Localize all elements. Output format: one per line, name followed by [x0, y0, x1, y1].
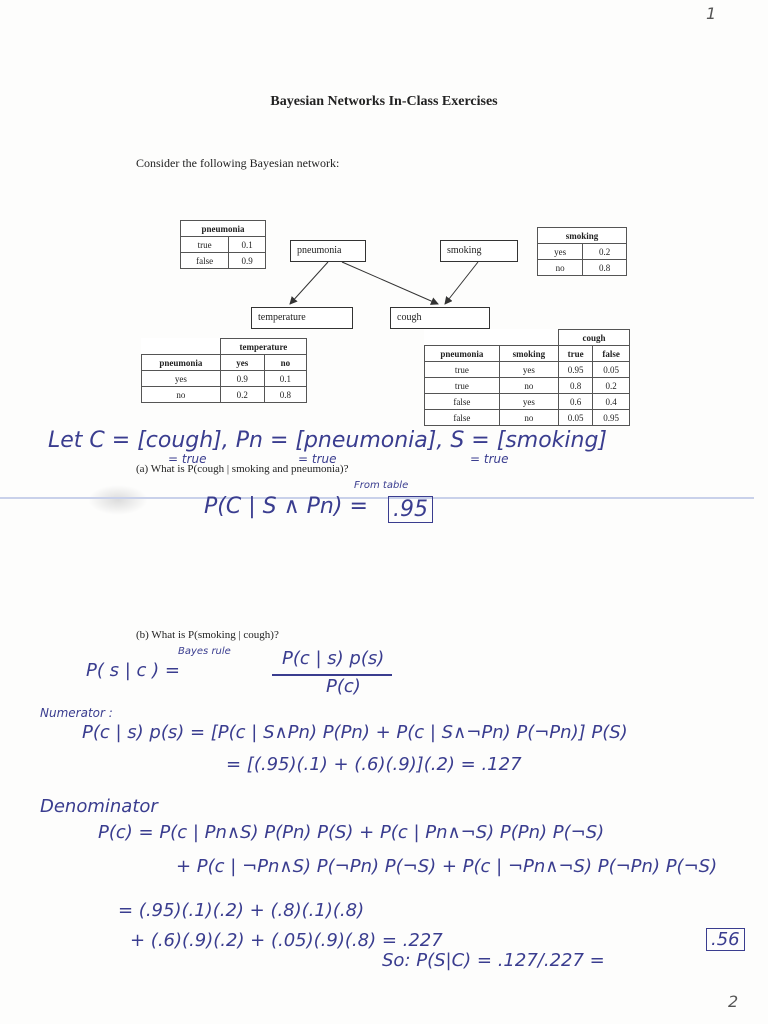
arrow-pneumonia-cough — [342, 262, 438, 304]
question-a: (a) What is P(cough | smoking and pneumonia)? — [136, 463, 349, 475]
handwritten-bayes-denominator: P(c) — [326, 676, 361, 697]
table-row — [538, 244, 627, 260]
handwritten-true-note: = true — [298, 452, 337, 466]
table-cell: yes — [538, 244, 583, 260]
table-cell: yes — [142, 371, 221, 387]
table-cell: true — [425, 362, 500, 378]
handwritten-from-table-note: From table — [354, 480, 409, 491]
node-cough: cough — [390, 307, 490, 329]
cough-cpt-table — [424, 329, 630, 426]
table-cell: 0.05 — [593, 362, 630, 378]
handwritten-true-note: = true — [470, 452, 509, 466]
table-row — [425, 378, 630, 394]
table-row — [425, 394, 630, 410]
table-cell: false — [425, 410, 500, 426]
handwritten-final-answer: .56 — [706, 928, 745, 951]
page-number-bottom: 2 — [728, 992, 739, 1011]
table-row — [181, 253, 266, 269]
column-header: pneumonia — [425, 346, 500, 362]
table-cell: true — [425, 378, 500, 394]
handwritten-numerator-label: Numerator : — [40, 706, 113, 720]
scan-line — [0, 497, 754, 499]
handwritten-bayes-rule-note: Bayes rule — [178, 646, 231, 657]
table-cell: 0.2 — [593, 378, 630, 394]
handwritten-answer-a-expression: P(C | S ∧ Pn) = — [204, 494, 368, 519]
handwritten-conclusion: So: P(S|C) = .127/.227 = — [382, 950, 605, 971]
table-cell: 0.8 — [583, 260, 627, 276]
node-pneumonia: pneumonia — [290, 240, 366, 262]
table-cell: true — [181, 237, 229, 253]
handwritten-denominator-line-2: + P(c | ¬Pn∧S) P(¬Pn) P(¬S) + P(c | ¬Pn∧¬S) P(¬Pn) P(¬S) — [176, 856, 718, 877]
page-number-top: 1 — [706, 4, 717, 23]
handwritten-numerator-line-2: = [(.95)(.1) + (.6)(.9)](.2) = .127 — [226, 754, 522, 775]
table-cell: 0.05 — [558, 410, 592, 426]
table-row — [538, 260, 627, 276]
table-cell: 0.2 — [583, 244, 627, 260]
column-header: false — [593, 346, 630, 362]
table-cell: 0.8 — [558, 378, 592, 394]
table-cell: 0.1 — [264, 371, 306, 387]
table-cell: yes — [499, 394, 558, 410]
question-b: (b) What is P(smoking | cough)? — [136, 629, 279, 641]
handwritten-denominator-label: Denominator — [40, 796, 158, 817]
handwritten-numerator-line-1: P(c | s) p(s) = [P(c | S∧Pn) P(Pn) + P(c | S∧¬Pn) P(¬Pn)] P(S) — [82, 722, 628, 743]
handwritten-denominator-line-1: P(c) = P(c | Pn∧S) P(Pn) P(S) + P(c | Pn∧¬S) P(Pn) P(¬S) — [98, 822, 605, 843]
column-header: pneumonia — [142, 355, 221, 371]
arrow-pneumonia-temperature — [290, 262, 328, 304]
handwritten-answer-a: .95 — [388, 496, 433, 523]
table-row — [181, 237, 266, 253]
pneumonia-table-header: pneumonia — [181, 221, 266, 237]
table-cell: 0.95 — [558, 362, 592, 378]
column-header: smoking — [499, 346, 558, 362]
handwritten-bayes-lhs: P( s | c ) = — [86, 660, 180, 681]
table-cell: 0.6 — [558, 394, 592, 410]
temperature-cpt-table — [141, 338, 307, 403]
table-cell: false — [425, 394, 500, 410]
pneumonia-prior-table — [180, 220, 266, 269]
smoking-prior-table — [537, 227, 627, 276]
arrow-smoking-cough — [445, 262, 478, 304]
node-temperature: temperature — [251, 307, 353, 329]
handwritten-denominator-line-3: = (.95)(.1)(.2) + (.8)(.1)(.8) — [118, 900, 365, 921]
handwritten-bayes-numerator: P(c | s) p(s) — [282, 648, 385, 669]
handwritten-denominator-line-4: + (.6)(.9)(.2) + (.05)(.9)(.8) = .227 — [130, 930, 443, 951]
table-row — [142, 387, 307, 403]
table-row — [142, 371, 307, 387]
column-header: no — [264, 355, 306, 371]
scan-smudge — [88, 485, 148, 515]
table-cell: 0.9 — [220, 371, 264, 387]
table-cell: no — [499, 378, 558, 394]
table-cell: no — [499, 410, 558, 426]
table-cell: 0.95 — [593, 410, 630, 426]
table-cell: 0.4 — [593, 394, 630, 410]
table-cell: 0.2 — [220, 387, 264, 403]
smoking-table-header: smoking — [538, 228, 627, 244]
intro-text: Consider the following Bayesian network: — [136, 156, 340, 170]
handwritten-definitions: Let C = [cough], Pn = [pneumonia], S = [smoking] — [48, 428, 608, 453]
table-cell: 0.9 — [229, 253, 266, 269]
column-header: true — [558, 346, 592, 362]
table-cell: no — [142, 387, 221, 403]
node-smoking: smoking — [440, 240, 518, 262]
table-row — [425, 410, 630, 426]
handwritten-true-note: = true — [168, 452, 207, 466]
table-row — [425, 362, 630, 378]
column-header: yes — [220, 355, 264, 371]
table-cell: yes — [499, 362, 558, 378]
table-cell: false — [181, 253, 229, 269]
table-cell: 0.8 — [264, 387, 306, 403]
temperature-table-title: temperature — [220, 339, 306, 355]
table-cell: no — [538, 260, 583, 276]
table-cell: 0.1 — [229, 237, 266, 253]
cough-table-title: cough — [558, 330, 629, 346]
document-title: Bayesian Networks In-Class Exercises — [270, 94, 498, 109]
